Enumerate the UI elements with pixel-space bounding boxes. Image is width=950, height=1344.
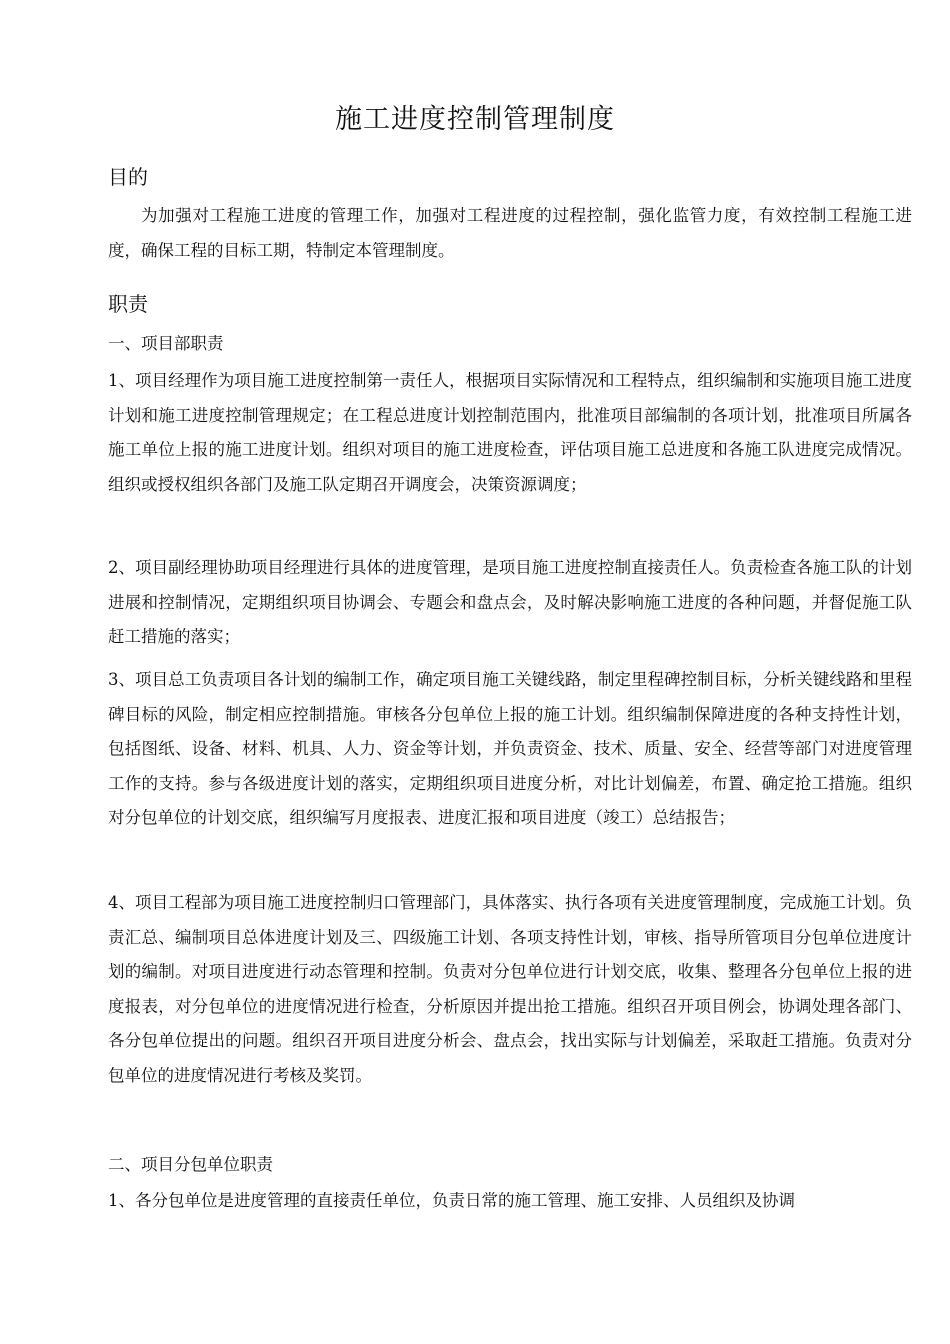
subheading-subcontractor: 二、项目分包单位职责 bbox=[108, 1155, 273, 1174]
heading-duties: 职责 bbox=[108, 292, 148, 316]
purpose-paragraph: 为加强对工程施工进度的管理工作，加强对工程进度的过程控制，强化监管力度，有效控制工程施工进度，确保工程的目标工期，特制定本管理制度。 bbox=[108, 206, 912, 260]
duty-item-1: 1、项目经理作为项目施工进度控制第一责任人，根据项目实际情况和工程特点，组织编制和实施项目施工进度计划和施工进度控制管理规定；在工程总进度计划控制范围内，批准项目部编制的各项计划，批准项目所属各施工单位上报的施工进度计划。组织对项目的施工进度检查，评估项目施工总进度和各施工队进度完成情况。组织或授权组织各部门及施工队定期召开调度会，决策资源调度； bbox=[108, 371, 912, 494]
duty-item-4: 4、项目工程部为项目施工进度控制归口管理部门，具体落实、执行各项有关进度管理制度，完成施工计划。负责汇总、编制项目总体进度计划及三、四级施工计划、各项支持性计划，审核、指导所管项目分包单位进度计划的编制。对项目进度进行动态管理和控制。负责对分包单位进行计划交底，收集、整理各分包单位上报的进度报表，对分包单位的进度情况进行检查，分析原因并提出抢工措施。组织召开项目例会，协调处理各部门、各分包单位提出的问题。组织召开项目进度分析会、盘点会，找出实际与计划偏差，采取赶工措施。负责对分包单位的进度情况进行考核及奖罚。 bbox=[108, 893, 912, 1085]
heading-purpose: 目的 bbox=[108, 165, 148, 189]
duty-item-2: 2、项目副经理协助项目经理进行具体的进度管理，是项目施工进度控制直接责任人。负责检查各施工队的计划进展和控制情况，定期组织项目协调会、专题会和盘点会，及时解决影响施工进度的各种问题，并督促施工队赶工措施的落实； bbox=[108, 558, 912, 646]
duty-item-3: 3、项目总工负责项目各计划的编制工作，确定项目施工关键线路，制定里程碑控制目标，分析关键线路和里程碑目标的风险，制定相应控制措施。审核各分包单位上报的施工计划。组织编制保障进度的各种支持性计划，包括图纸、设备、材料、机具、人力、资金等计划，并负责资金、技术、质量、安全、经营等部门对进度管理工作的支持。参与各级进度计划的落实，定期组织项目进度分析，对比计划偏差，布置、确定抢工措施。组织对分包单位的计划交底，组织编写月度报表、进度汇报和项目进度（竣工）总结报告； bbox=[108, 670, 912, 827]
subcontractor-item-1: 1、各分包单位是进度管理的直接责任单位，负责日常的施工管理、施工安排、人员组织及协调 bbox=[108, 1191, 795, 1210]
subheading-project-dept: 一、项目部职责 bbox=[108, 334, 224, 353]
document-title: 施工进度控制管理制度 bbox=[335, 104, 615, 135]
